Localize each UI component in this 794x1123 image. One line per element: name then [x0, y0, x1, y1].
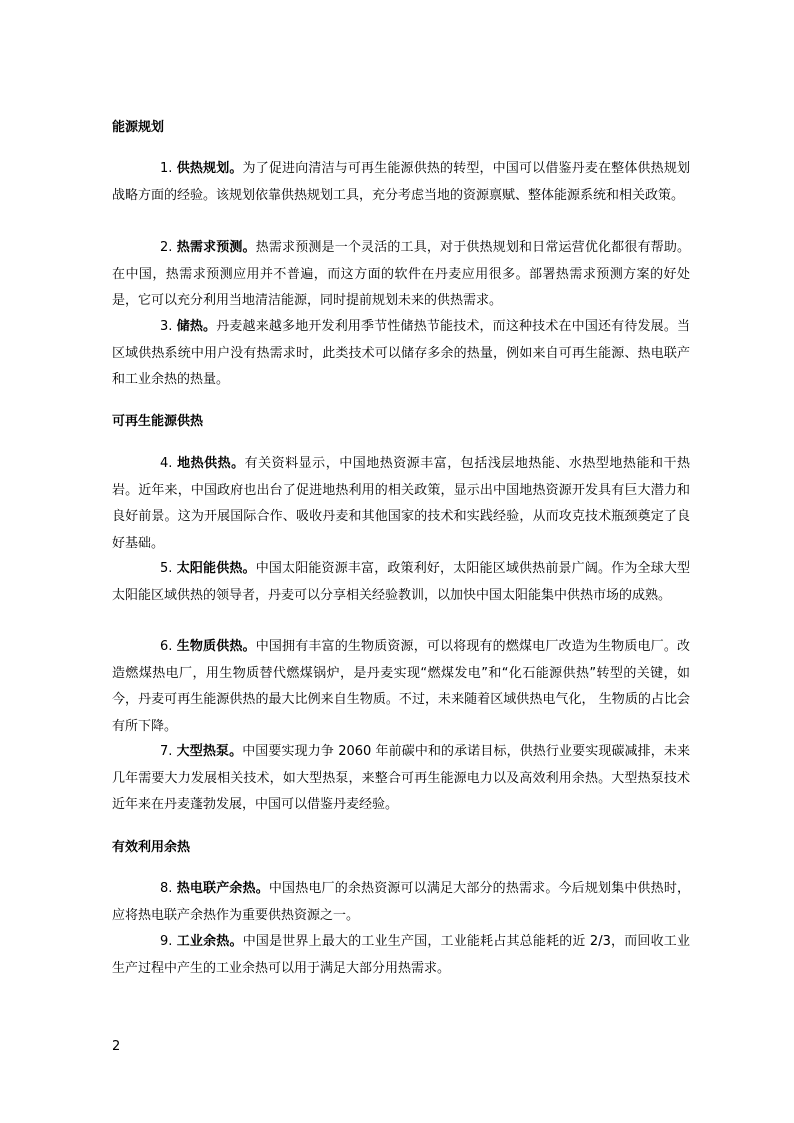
section-heading-energy-planning: 能源规划: [112, 120, 165, 135]
list-item-heat-pump: [112, 739, 690, 819]
item-number: 6.: [160, 639, 173, 654]
item-number: 3.: [160, 319, 173, 334]
item-term: 太阳能供热。: [176, 561, 256, 576]
item-number: 7.: [160, 744, 173, 759]
list-item-heat-storage: [112, 314, 690, 394]
item-text: 中国拥有丰富的生物质资源，可以将现有的燃煤电厂改造为生物质电厂。改造燃煤热电厂，用生物质替代燃煤锅炉，是丹麦实现“燃煤发电”和“化石能源供热”转型的关键，如今，丹麦可再生能源供热的最大比例来自生物质。不过，未来随着区域供热电气化， 生物质的占比会有所下降。: [112, 639, 690, 734]
item-term: 热需求预测。: [176, 240, 256, 255]
list-item-industrial-waste-heat: [112, 929, 690, 982]
item-term: 热电联产余热。: [176, 881, 269, 896]
item-term: 地热供热。: [177, 456, 245, 471]
item-number: 8.: [160, 881, 173, 896]
item-text: 为了促进向清洁与可再生能源供热的转型，中国可以借鉴丹麦在整体供热规划战略方面的经验。该规划依靠供热规划工具，充分考虑当地的资源禀赋、整体能源系统和相关政策。: [112, 161, 690, 203]
section-heading-waste-heat: 有效利用余热: [112, 840, 191, 855]
item-text: 热需求预测是一个灵活的工具，对于供热规划和日常运营优化都很有帮助。在中国，热需求预测应用并不普遍，而这方面的软件在丹麦应用很多。部署热需求预测方案的好处是，它可以充分利用当地清洁能源，同时提前规划未来的供热需求。: [112, 240, 690, 308]
item-text: 中国要实现力争 2060 年前碳中和的承诺目标，供热行业要实现碳减排，未来几年需要大力发展相关技术，如大型热泵，来整合可再生能源电力以及高效利用余热。大型热泵技术近年来在丹麦蓬勃发展，中国可以借鉴丹麦经验。: [112, 744, 690, 812]
item-text: 中国太阳能资源丰富，政策利好，太阳能区域供热前景广阔。作为全球大型太阳能区域供热的领导者，丹麦可以分享相关经验教训，以加快中国太阳能集中供热市场的成熟。: [112, 561, 690, 603]
item-text: 中国热电厂的余热资源可以满足大部分的热需求。今后规划集中供热时，应将热电联产余热作为重要供热资源之一。: [112, 881, 690, 923]
item-term: 大型热泵。: [176, 744, 243, 759]
item-text: 有关资料显示，中国地热资源丰富，包括浅层地热能、水热型地热能和干热岩。近年来，中国政府也出台了促进地热利用的相关政策，显示出中国地热资源开发具有巨大潜力和良好前景。这为开展国际合作、吸收丹麦和其他国家的技术和实践经验，从而攻克技术瓶颈奠定了良好基础。: [112, 456, 690, 551]
item-text: 丹麦越来越多地开发利用季节性储热节能技术，而这种技术在中国还有待发展。当区域供热系统中用户没有热需求时，此类技术可以储存多余的热量，例如来自可再生能源、热电联产和工业余热的热量。: [112, 319, 690, 387]
list-item-heat-planning: [112, 156, 690, 209]
list-item-biomass: [112, 634, 690, 740]
section-heading-renewable-heating: 可再生能源供热: [112, 414, 204, 429]
item-term: 生物质供热。: [176, 639, 256, 654]
list-item-solar-heating: [112, 556, 690, 609]
item-term: 工业余热。: [176, 934, 243, 949]
list-item-heat-demand-forecast: [112, 235, 690, 315]
item-term: 供热规划。: [176, 161, 243, 176]
item-number: 4.: [160, 456, 173, 471]
page-number: 2: [112, 1039, 121, 1054]
item-number: 1.: [160, 161, 173, 176]
item-number: 5.: [160, 561, 173, 576]
item-number: 2.: [160, 240, 173, 255]
list-item-chp-waste-heat: [112, 876, 690, 929]
item-text: 中国是世界上最大的工业生产国，工业能耗占其总能耗的近 2/3，而回收工业生产过程中产生的工业余热可以用于满足大部分用热需求。: [112, 934, 690, 976]
item-term: 储热。: [176, 319, 217, 334]
item-number: 9.: [160, 934, 173, 949]
list-item-geothermal: [112, 451, 690, 557]
